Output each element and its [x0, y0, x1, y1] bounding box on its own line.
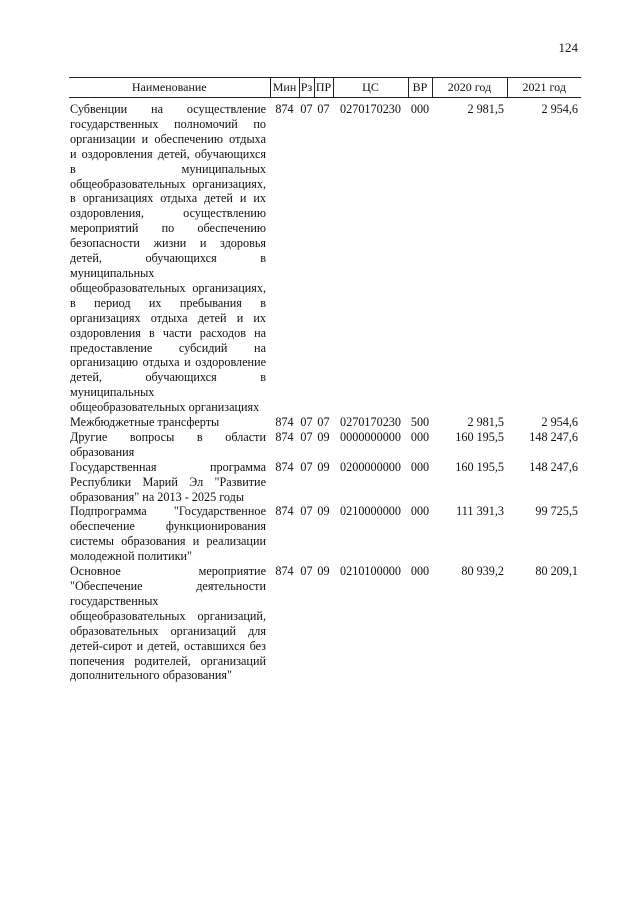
- cell-name: Субвенции на осуществление государственных полномочий по организации и обеспечению отдыха и оздоровления детей, обучающихся в муниципальных общеобразовательных организациях, в организациях отдыха детей и их оздоровления, осуществлению мероприятий по обеспечению безопасности жизни и здоровья детей, обучающихся в муниципальных общеобразовательных организациях, в период их пребывания в организациях отдыха детей и их оздоровления в части расходов на предоставление субсидий на организацию отдыха и оздоровление детей, обучающихся в муниципальных общеобразовательных организациях: [70, 102, 266, 415]
- cell-vr: 000: [410, 429, 430, 444]
- cell-rz: 07: [300, 415, 313, 430]
- cell-name: Основное мероприятие "Обеспечение деятельности государственных общеобразовательных организаций, образовательных организаций для детей-сирот и детей, оставшихся без попечения родителей, организаций дополнительного образования": [70, 564, 266, 683]
- cell-y2020: 80 939,2: [461, 564, 504, 579]
- cell-rz: 07: [300, 459, 313, 474]
- cell-cs: 0200000000: [340, 459, 401, 474]
- cell-pr: 09: [317, 459, 330, 474]
- header-pr: ПР: [314, 78, 333, 98]
- cell-pr: 09: [317, 504, 330, 519]
- table-row: [69, 564, 581, 683]
- header-name: Наименование: [69, 78, 270, 98]
- cell-y2021: 80 209,1: [535, 564, 578, 579]
- page-number: 124: [558, 40, 578, 55]
- cell-rz: 07: [300, 564, 313, 579]
- cell-name: Межбюджетные трансферты: [70, 415, 220, 430]
- cell-pr: 09: [317, 564, 330, 579]
- cell-y2020: 2 981,5: [467, 415, 504, 430]
- cell-pr: 07: [317, 415, 330, 430]
- cell-min: 874: [275, 429, 294, 444]
- header-rz: Рз: [299, 78, 314, 98]
- table-row: [69, 415, 581, 430]
- cell-y2021: 2 954,6: [541, 102, 578, 116]
- cell-vr: 000: [410, 102, 430, 116]
- table-row: [69, 504, 581, 564]
- cell-pr: 07: [317, 102, 330, 116]
- cell-rz: 07: [300, 504, 313, 519]
- header-2020: 2020 год: [432, 78, 507, 98]
- cell-min: 874: [275, 102, 294, 116]
- cell-y2021: 2 954,6: [541, 415, 578, 430]
- table-row: [69, 460, 581, 505]
- table-body: [69, 98, 581, 684]
- cell-name: Подпрограмма "Государственное обеспечение функционирования системы образования и реализации молодежной политики": [70, 504, 266, 564]
- cell-pr: 09: [317, 429, 330, 444]
- header-min: Мин: [270, 78, 299, 98]
- cell-min: 874: [275, 504, 294, 519]
- cell-rz: 07: [300, 102, 313, 116]
- table-row: [69, 430, 581, 460]
- cell-y2021: 148 247,6: [529, 459, 578, 474]
- cell-min: 874: [275, 564, 294, 579]
- cell-vr: 500: [410, 415, 430, 430]
- cell-name: Государственная программа Республики Марий Эл "Развитие образования" на 2013 - 2025 годы: [70, 459, 266, 504]
- cell-cs: 0000000000: [340, 429, 401, 444]
- table-header-row: [69, 78, 581, 98]
- cell-vr: 000: [410, 564, 430, 579]
- budget-table: [69, 77, 581, 683]
- cell-name: Другие вопросы в области образования: [70, 429, 266, 459]
- cell-y2020: 160 195,5: [455, 429, 504, 444]
- cell-min: 874: [275, 415, 294, 430]
- cell-y2020: 2 981,5: [467, 102, 504, 116]
- cell-rz: 07: [300, 429, 313, 444]
- cell-y2020: 111 391,3: [456, 504, 504, 519]
- table-row: [69, 98, 581, 416]
- cell-y2021: 148 247,6: [529, 429, 578, 444]
- cell-cs: 0270170230: [340, 102, 401, 116]
- cell-cs: 0210000000: [340, 504, 401, 519]
- cell-y2021: 99 725,5: [535, 504, 578, 519]
- cell-y2020: 160 195,5: [455, 459, 504, 474]
- header-vr: ВР: [408, 78, 432, 98]
- cell-cs: 0210100000: [340, 564, 401, 579]
- cell-vr: 000: [410, 459, 430, 474]
- cell-cs: 0270170230: [340, 415, 401, 430]
- header-2021: 2021 год: [507, 78, 581, 98]
- cell-min: 874: [275, 459, 294, 474]
- cell-vr: 000: [410, 504, 430, 519]
- header-cs: ЦС: [333, 78, 408, 98]
